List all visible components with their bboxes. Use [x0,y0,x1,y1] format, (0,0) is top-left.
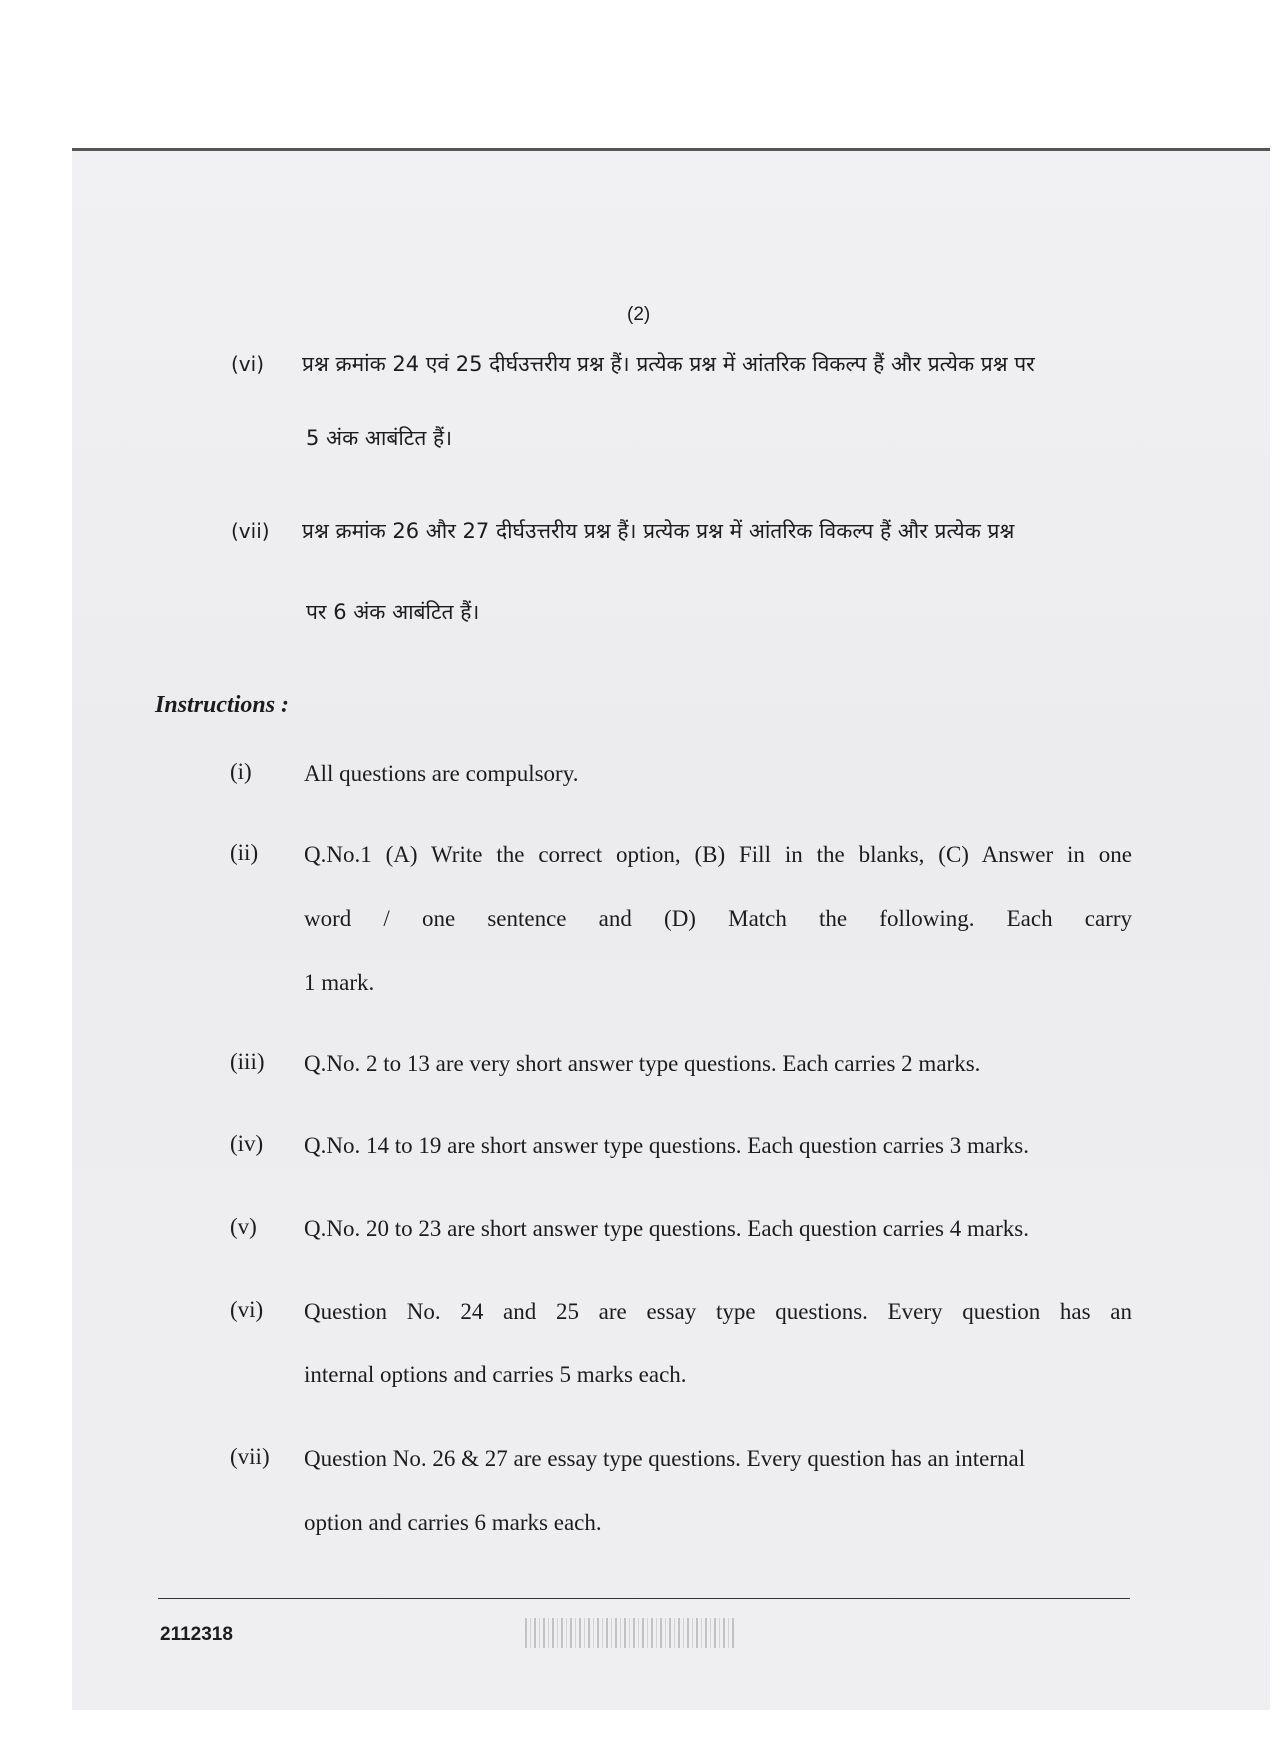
hindi-item-number: (vi) [231,352,264,376]
footer-rule [158,1598,1130,1599]
instruction-number: (ii) [230,840,259,865]
paper-code: 2112318 [160,1624,233,1645]
instruction-number: (vi) [230,1297,264,1322]
instruction-text: Question No. 26 & 27 are essay type questions. Every question has an internal [304,1446,1026,1471]
sheet-top-edge [72,148,1270,151]
hindi-item-text: प्रश्न क्रमांक 24 एवं 25 दीर्घउत्तरीय प्रश्न हैं। प्रत्येक प्रश्न में आंतरिक विकल्प हैं और प्रत्येक प्रश्न पर [302,352,1035,376]
hindi-item-text: प्रश्न क्रमांक 26 और 27 दीर्घउत्तरीय प्रश्न हैं। प्रत्येक प्रश्न में आंतरिक विकल्प हैं और प्रत्येक प्रश्न [302,519,1015,543]
hindi-item-text: 5 अंक आबंटित हैं। [306,426,453,450]
instructions-heading: Instructions : [155,692,290,718]
hindi-item-text: पर 6 अंक आबंटित हैं। [306,600,480,624]
instruction-text: Q.No.1 (A) Write the correct option, (B) Fill in the blanks, (C) Answer in one [304,842,1132,867]
instruction-text: 1 mark. [304,970,375,995]
instruction-number: (vii) [230,1444,270,1469]
instruction-number: (iii) [230,1049,265,1074]
instruction-text: option and carries 6 marks each. [304,1510,602,1535]
page-number: (2) [627,304,651,325]
instruction-number: (v) [230,1214,257,1239]
instruction-text: Q.No. 2 to 13 are very short answer type questions. Each carries 2 marks. [304,1051,981,1076]
instruction-text: Question No. 24 and 25 are essay type questions. Every question has an [304,1299,1132,1324]
hindi-item-number: (vii) [231,519,270,543]
barcode [525,1618,735,1648]
instruction-text: Q.No. 14 to 19 are short answer type questions. Each question carries 3 marks. [304,1133,1029,1158]
instruction-text: internal options and carries 5 marks each. [304,1362,687,1387]
instruction-number: (i) [230,759,252,784]
instruction-text: Q.No. 20 to 23 are short answer type questions. Each question carries 4 marks. [304,1216,1029,1241]
instruction-text: word / one sentence and (D) Match the following. Each carry [304,906,1132,931]
instruction-number: (iv) [230,1131,264,1156]
instruction-text: All questions are compulsory. [304,761,579,786]
